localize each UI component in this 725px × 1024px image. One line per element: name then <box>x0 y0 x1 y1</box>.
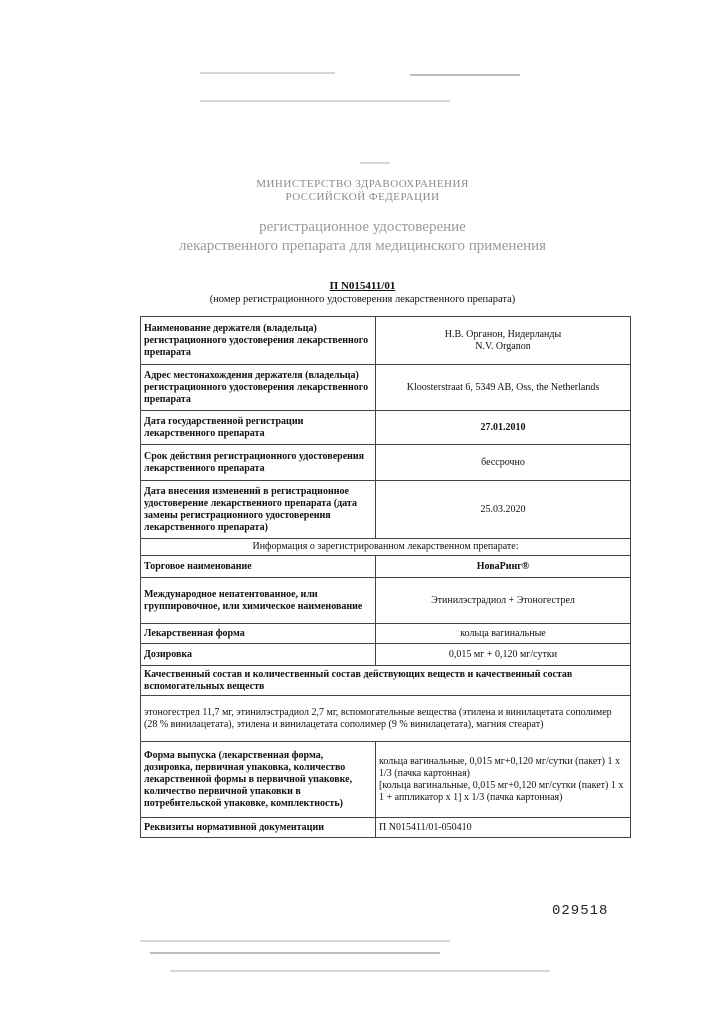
changes-date-label: Дата внесения изменений в регистрационное удостоверение лекарственного препарата (дата замены регистрационного удостоверения лекарственного препарата) <box>141 481 376 539</box>
inn-label: Международное непатентованное, или группировочное, или химическое наименование <box>141 578 376 624</box>
dosage-value: 0,015 мг + 0,120 мг/сутки <box>376 644 631 666</box>
table-row <box>141 411 631 445</box>
release-form-label: Форма выпуска (лекарственная форма, дозировка, первичная упаковка, количество лекарственной формы в первичной упаковке, количество первичной упаковки в потребительской упаковке, комплектность) <box>141 742 376 818</box>
table-row <box>141 365 631 411</box>
scan-artifact <box>410 74 520 76</box>
table-row <box>141 666 631 696</box>
certificate-title: регистрационное удостоверение <box>259 219 466 235</box>
table-row <box>141 317 631 365</box>
validity-value: бессрочно <box>376 445 631 481</box>
registration-date-label: Дата государственной регистрации лекарственного препарата <box>141 411 376 445</box>
certificate-subtitle: лекарственного препарата для медицинского применения <box>178 238 547 254</box>
scan-artifact <box>360 162 390 164</box>
table-row <box>141 624 631 644</box>
dosage-form-label: Лекарственная форма <box>141 624 376 644</box>
table-row <box>141 696 631 742</box>
table-row <box>141 481 631 539</box>
normative-docs-label: Реквизиты нормативной документации <box>141 818 376 838</box>
holder-value-ru: Н.В. Органон, Нидерланды <box>444 328 562 340</box>
normative-docs-value: П N015411/01-050410 <box>376 818 631 838</box>
scan-artifact <box>150 952 440 954</box>
registration-date-value: 27.01.2010 <box>376 411 631 445</box>
composition-header: Качественный состав и количественный состав действующих веществ и качественный состав вспомогательных веществ <box>141 666 631 696</box>
scan-artifact <box>200 72 335 74</box>
trade-name-label: Торговое наименование <box>141 556 376 578</box>
table-row <box>141 742 631 818</box>
inn-value: Этинилэстрадиол + Этоногестрел <box>376 578 631 624</box>
table-row <box>141 445 631 481</box>
serial-number: 029518 <box>552 903 609 919</box>
trade-name-value: НоваРинг® <box>376 556 631 578</box>
holder-value-en: N.V. Organon <box>475 340 531 352</box>
registration-table <box>140 316 631 838</box>
table-row <box>141 539 631 556</box>
table-row <box>141 578 631 624</box>
validity-label: Срок действия регистрационного удостоверения лекарственного препарата <box>141 445 376 481</box>
dosage-form-value: кольца вагинальные <box>376 624 631 644</box>
release-form-item: [кольца вагинальные, 0,015 мг+0,120 мг/сутки (пакет) 1 x 1 + аппликатор x 1] x 1/3 (пачка картонная) <box>379 779 624 803</box>
scan-artifact <box>200 100 450 102</box>
address-value: Kloosterstraat 6, 5349 AB, Oss, the Netherlands <box>376 365 631 411</box>
holder-value <box>376 317 631 365</box>
holder-label: Наименование держателя (владельца) регистрационного удостоверения лекарственного препарата <box>141 317 376 365</box>
scan-artifact <box>140 940 450 942</box>
changes-date-value: 25.03.2020 <box>376 481 631 539</box>
address-label: Адрес местонахождения держателя (владельца) регистрационного удостоверения лекарственного препарата <box>141 365 376 411</box>
registration-number-caption: (номер регистрационного удостоверения лекарственного препарата) <box>209 294 516 305</box>
registration-number: П N015411/01 <box>329 280 396 292</box>
table-row <box>141 644 631 666</box>
dosage-label: Дозировка <box>141 644 376 666</box>
composition-value: этоногестрел 11,7 мг, этинилэстрадиол 2,7 мг, вспомогательные вещества (этилена и винилацетата сополимер (28 % винилацетата), этилена и винилацетата сополимер (9 % винилацетата), магния стеарат) <box>141 696 631 742</box>
product-info-header: Информация о зарегистрированном лекарственном препарате: <box>141 539 631 556</box>
scan-artifact <box>170 970 550 972</box>
release-form-item: кольца вагинальные, 0,015 мг+0,120 мг/сутки (пакет) 1 x 1/3 (пачка картонная) <box>379 755 621 779</box>
table-row <box>141 818 631 838</box>
ministry-name: МИНИСТЕРСТВО ЗДРАВООХРАНЕНИЯ <box>256 178 469 190</box>
release-form-value <box>376 742 631 818</box>
table-row <box>141 556 631 578</box>
ministry-country: РОССИЙСКОЙ ФЕДЕРАЦИИ <box>285 191 440 203</box>
